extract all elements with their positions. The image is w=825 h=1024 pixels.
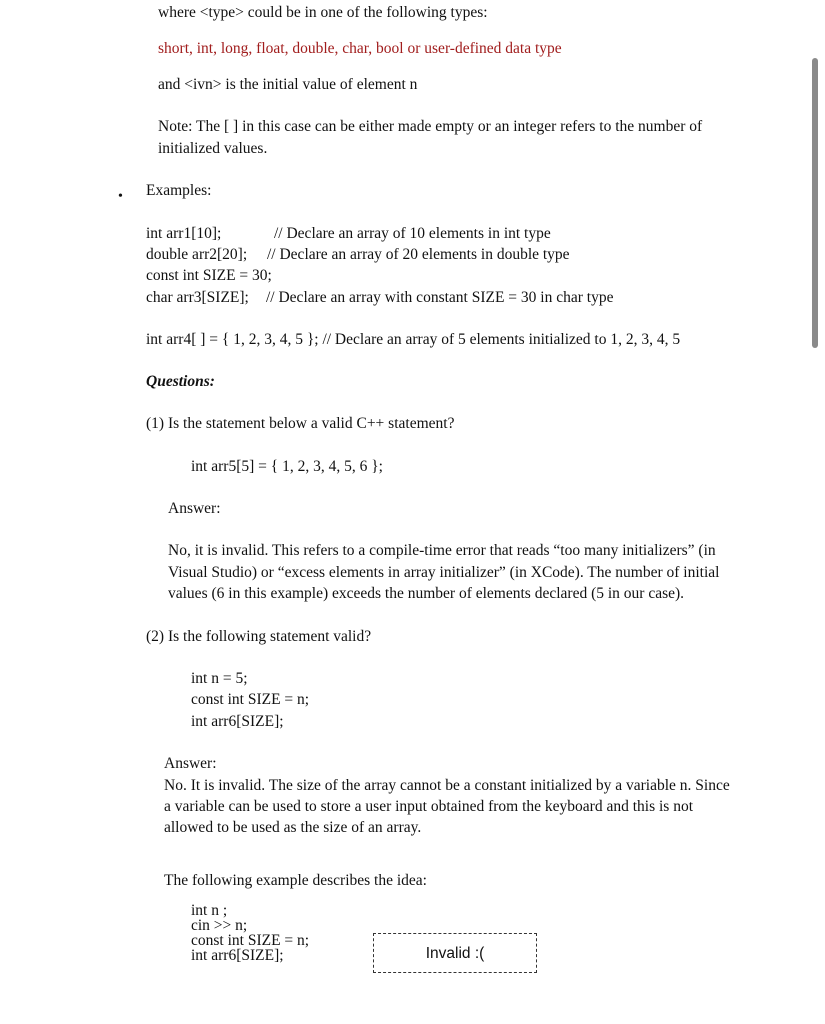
question-1-answer-label: Answer: — [168, 500, 221, 517]
note-line-2: initialized values. — [158, 140, 268, 157]
example-intro: The following example describes the idea: — [164, 872, 427, 889]
note-line-1: Note: The [ ] in this case can be either made empty or an integer refers to the number of — [158, 118, 703, 135]
example-4-comment: // Declare an array with constant SIZE = 30 in char type — [266, 289, 614, 306]
invalid-callout-box — [373, 933, 537, 973]
question-1-answer-line-3: values (6 in this example) exceeds the number of elements declared (5 in our case). — [168, 585, 685, 602]
examples-heading: Examples: — [146, 182, 212, 199]
question-1-answer-line-1: No, it is invalid. This refers to a compile-time error that reads “too many initializers” (in — [168, 542, 716, 559]
vertical-scrollbar[interactable] — [812, 58, 818, 348]
types-intro: where <type> could be in one of the following types: — [158, 4, 488, 21]
bullet-icon: • — [118, 189, 123, 204]
question-2-code-line-2: const int SIZE = n; — [191, 691, 310, 708]
question-2-answer-label: Answer: — [164, 755, 217, 772]
types-list: short, int, long, float, double, char, bool or user-defined data type — [158, 40, 562, 57]
example-4-code: char arr3[SIZE]; — [146, 289, 249, 306]
example-5-code: int arr4[ ] = { 1, 2, 3, 4, 5 }; // Declare an array of 5 elements initialized to 1, 2, 3, 4, 5 — [146, 331, 681, 348]
question-2-answer-line-1: No. It is invalid. The size of the array cannot be a constant initialized by a variable n. Since — [164, 777, 730, 794]
example-code-line-2: cin >> n; — [191, 917, 248, 934]
example-1-code: int arr1[10]; — [146, 225, 222, 242]
question-2: (2) Is the following statement valid? — [146, 628, 372, 645]
example-code-line-4: int arr6[SIZE]; — [191, 947, 284, 964]
question-1-answer-line-2: Visual Studio) or “excess elements in array initializer” (in XCode). The number of initial — [168, 564, 720, 581]
question-1: (1) Is the statement below a valid C++ statement? — [146, 415, 455, 432]
example-code-line-1: int n ; — [191, 902, 228, 919]
question-2-answer-line-3: allowed to be used as the size of an array. — [164, 819, 422, 836]
example-1-comment: // Declare an array of 10 elements in int type — [274, 225, 551, 242]
question-2-code-line-3: int arr6[SIZE]; — [191, 713, 284, 730]
example-2-comment: // Declare an array of 20 elements in double type — [267, 246, 570, 263]
example-code-line-3: const int SIZE = n; — [191, 932, 310, 949]
example-3-code: const int SIZE = 30; — [146, 267, 272, 284]
question-2-code-line-1: int n = 5; — [191, 670, 248, 687]
question-1-code: int arr5[5] = { 1, 2, 3, 4, 5, 6 }; — [191, 458, 383, 475]
ivn-line: and <ivn> is the initial value of element n — [158, 76, 418, 93]
invalid-label: Invalid :( — [425, 944, 485, 962]
questions-heading: Questions: — [146, 373, 215, 390]
question-2-answer-line-2: a variable can be used to store a user input obtained from the keyboard and this is not — [164, 798, 693, 815]
example-2-code: double arr2[20]; — [146, 246, 248, 263]
